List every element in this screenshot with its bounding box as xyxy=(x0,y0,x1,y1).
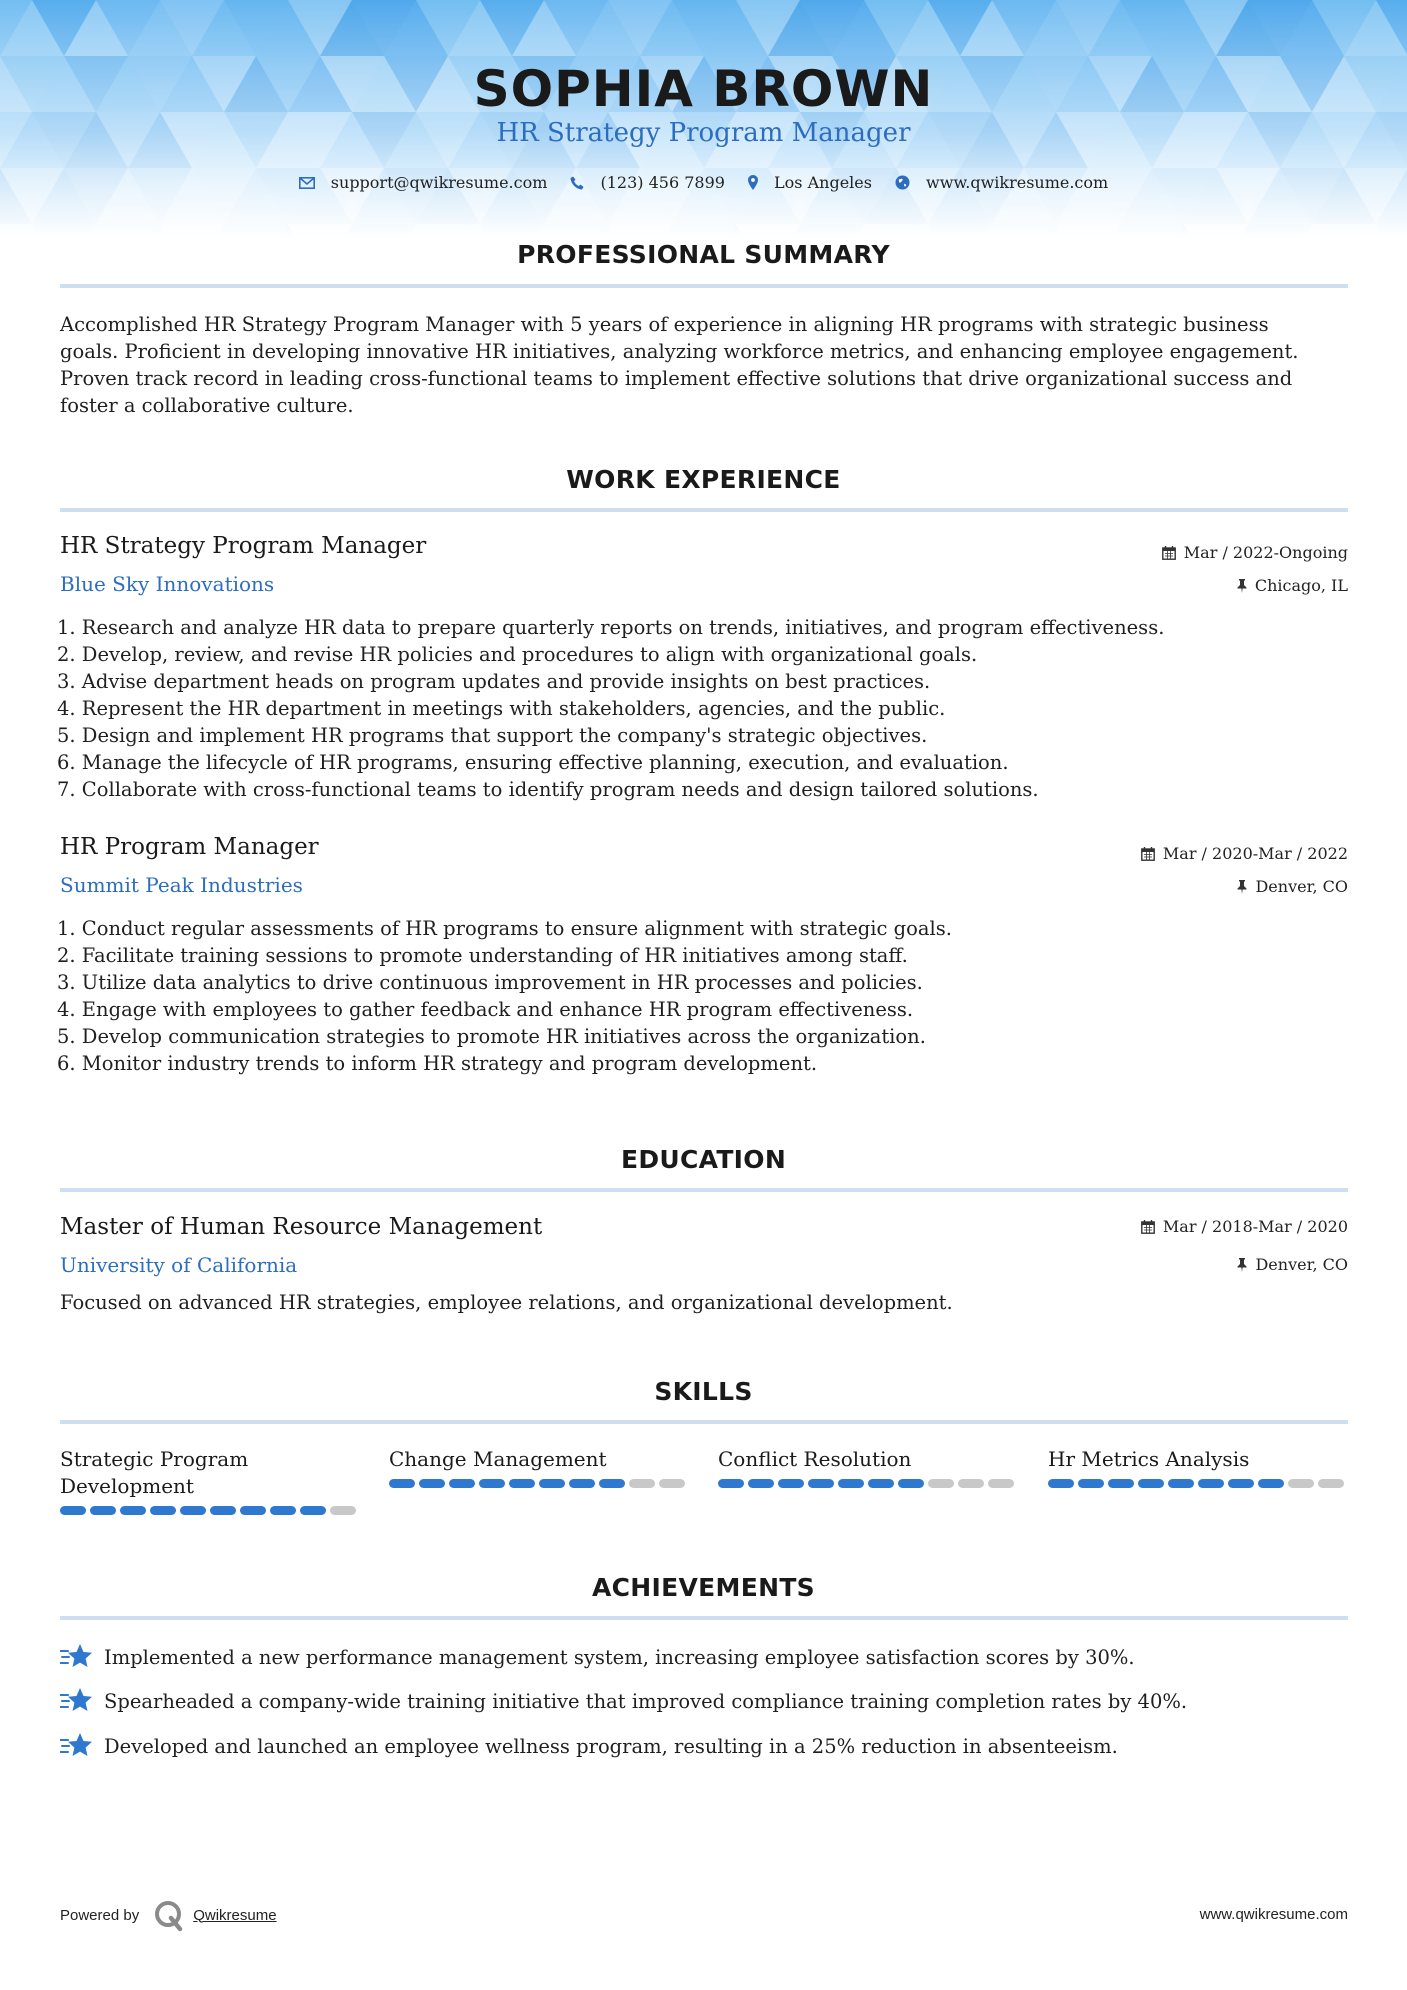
job-location-text: Denver, CO xyxy=(1255,877,1348,896)
summary-line: Accomplished HR Strategy Program Manager with 5 years of experience in aligning HR programs with strategic business xyxy=(60,313,1269,336)
school-name: University of California xyxy=(60,1253,298,1277)
job-duties xyxy=(57,614,1347,803)
skills-heading: SKILLS xyxy=(654,1377,753,1406)
skill-level-segment-filled xyxy=(898,1479,924,1488)
job-dates-text: Mar / 2022-Ongoing xyxy=(1183,543,1348,562)
job-dates xyxy=(1162,543,1348,562)
website-text: www.qwikresume.com xyxy=(926,173,1109,192)
achievements-heading: ACHIEVEMENTS xyxy=(592,1573,815,1602)
job-role: HR Strategy Program Manager xyxy=(60,533,427,559)
map-pin-icon xyxy=(748,175,758,190)
skill-level-segment-filled xyxy=(120,1506,146,1515)
job-location xyxy=(1237,877,1348,896)
skill-level-segment-filled xyxy=(1228,1479,1254,1488)
experience-heading: WORK EXPERIENCE xyxy=(566,465,841,494)
star-icon xyxy=(60,1643,92,1671)
skill-level-bar xyxy=(718,1479,1018,1488)
achievement-item xyxy=(60,1687,1187,1715)
footer-powered-by xyxy=(60,1898,277,1932)
skill-level-segment-filled xyxy=(60,1506,86,1515)
skill-name-line: Development xyxy=(60,1474,194,1498)
duty-item: 5. Design and implement HR programs that support the company's strategic objectives. xyxy=(57,724,928,747)
skill-level-segment-filled xyxy=(1108,1479,1134,1488)
duty-item: 6. Manage the lifecycle of HR programs, ensuring effective planning, execution, and evaluation. xyxy=(57,751,1009,774)
skill-name xyxy=(389,1446,689,1473)
skill-level-segment-filled xyxy=(270,1506,296,1515)
contact-bar xyxy=(0,172,1407,192)
experience-divider xyxy=(60,508,1348,512)
duty-item: 5. Develop communication strategies to promote HR initiatives across the organization. xyxy=(57,1025,926,1048)
skill-level-segment-filled xyxy=(479,1479,505,1488)
skill-level-segment-empty xyxy=(988,1479,1014,1488)
star-icon xyxy=(60,1687,92,1715)
degree-name: Master of Human Resource Management xyxy=(60,1214,543,1240)
contact-phone[interactable] xyxy=(570,173,724,192)
skill-item xyxy=(60,1446,360,1515)
skill-level-segment-empty xyxy=(629,1479,655,1488)
skill-level-segment-filled xyxy=(748,1479,774,1488)
pushpin-icon xyxy=(1237,1258,1247,1272)
skill-level-bar xyxy=(60,1506,360,1515)
skill-level-segment-empty xyxy=(659,1479,685,1488)
calendar-icon xyxy=(1141,847,1155,861)
achievement-text: Spearheaded a company-wide training initiative that improved compliance training completion rates by 40%. xyxy=(104,1689,1188,1713)
duty-item: 4. Represent the HR department in meetings with stakeholders, agencies, and the public. xyxy=(57,697,946,720)
pushpin-icon xyxy=(1237,579,1247,593)
education-location xyxy=(1237,1255,1348,1274)
footer-website[interactable]: www.qwikresume.com xyxy=(1199,1906,1348,1923)
skill-name xyxy=(1048,1446,1348,1473)
skill-name-line: Strategic Program xyxy=(60,1447,249,1471)
achievements-divider xyxy=(60,1616,1348,1620)
skill-level-segment-filled xyxy=(210,1506,236,1515)
skill-name-line: Change Management xyxy=(389,1447,607,1471)
summary-line: goals. Proficient in developing innovative HR initiatives, analyzing workforce metrics, and enhancing employee engagement. xyxy=(60,340,1299,363)
calendar-icon xyxy=(1141,1220,1155,1234)
skill-level-segment-filled xyxy=(868,1479,894,1488)
qwikresume-link[interactable]: Qwikresume xyxy=(193,1906,277,1924)
education-location-text: Denver, CO xyxy=(1255,1255,1348,1274)
duty-item: 7. Collaborate with cross-functional teams to identify program needs and design tailored solutions. xyxy=(57,778,1039,801)
education-dates xyxy=(1141,1217,1348,1236)
skill-level-segment-filled xyxy=(1138,1479,1164,1488)
skill-level-segment-filled xyxy=(90,1506,116,1515)
skill-level-segment-empty xyxy=(928,1479,954,1488)
education-dates-text: Mar / 2018-Mar / 2020 xyxy=(1162,1217,1348,1236)
achievement-item xyxy=(60,1732,1118,1760)
skill-level-segment-empty xyxy=(1288,1479,1314,1488)
skill-level-segment-filled xyxy=(838,1479,864,1488)
skill-level-segment-empty xyxy=(958,1479,984,1488)
duty-item: 3. Utilize data analytics to drive continuous improvement in HR processes and policies. xyxy=(57,971,923,994)
achievement-text: Developed and launched an employee wellness program, resulting in a 25% reduction in absenteeism. xyxy=(104,1734,1118,1758)
skill-item xyxy=(1048,1446,1348,1488)
job-company: Summit Peak Industries xyxy=(60,873,303,897)
skill-name xyxy=(718,1446,1018,1473)
skill-level-segment-empty xyxy=(330,1506,356,1515)
globe-icon xyxy=(895,175,910,190)
duty-item: 4. Engage with employees to gather feedback and enhance HR program effectiveness. xyxy=(57,998,914,1021)
job-location-text: Chicago, IL xyxy=(1254,576,1348,595)
achievement-text: Implemented a new performance management system, increasing employee satisfaction scores by 30%. xyxy=(104,1645,1135,1669)
skill-level-segment-filled xyxy=(808,1479,834,1488)
contact-email[interactable] xyxy=(299,173,548,192)
achievement-item xyxy=(60,1643,1135,1671)
contact-website[interactable] xyxy=(895,173,1108,192)
skill-name-line: Conflict Resolution xyxy=(718,1447,912,1471)
phone-icon xyxy=(570,176,584,190)
skill-item xyxy=(389,1446,689,1488)
summary-heading: PROFESSIONAL SUMMARY xyxy=(517,240,890,269)
skill-level-segment-filled xyxy=(509,1479,535,1488)
skill-level-segment-filled xyxy=(180,1506,206,1515)
duty-item: 2. Develop, review, and revise HR policies and procedures to align with organizational goals. xyxy=(57,643,978,666)
skill-level-segment-filled xyxy=(389,1479,415,1488)
summary-text xyxy=(60,311,1350,419)
skill-level-segment-filled xyxy=(240,1506,266,1515)
skill-level-segment-filled xyxy=(778,1479,804,1488)
education-divider xyxy=(60,1188,1348,1192)
skill-level-segment-filled xyxy=(569,1479,595,1488)
duty-item: 2. Facilitate training sessions to promote understanding of HR initiatives among staff. xyxy=(57,944,908,967)
summary-divider xyxy=(60,284,1348,288)
skill-level-segment-filled xyxy=(1078,1479,1104,1488)
skill-level-segment-filled xyxy=(419,1479,445,1488)
duty-item: 3. Advise department heads on program updates and provide insights on best practices. xyxy=(57,670,931,693)
job-location xyxy=(1237,576,1348,595)
skill-level-segment-filled xyxy=(539,1479,565,1488)
calendar-icon xyxy=(1162,546,1176,560)
envelope-icon xyxy=(299,177,315,189)
candidate-name: SOPHIA BROWN xyxy=(473,60,934,118)
skill-name xyxy=(60,1446,360,1500)
skills-divider xyxy=(60,1420,1348,1424)
skill-level-segment-filled xyxy=(1168,1479,1194,1488)
skill-level-segment-filled xyxy=(599,1479,625,1488)
education-heading: EDUCATION xyxy=(620,1145,787,1174)
skill-level-segment-filled xyxy=(300,1506,326,1515)
location-text: Los Angeles xyxy=(774,173,872,192)
pushpin-icon xyxy=(1237,880,1247,894)
skill-level-segment-filled xyxy=(718,1479,744,1488)
summary-line: Proven track record in leading cross-functional teams to implement effective solutions that drive organizational success and xyxy=(60,367,1293,390)
job-duties xyxy=(57,915,1347,1077)
summary-line: foster a collaborative culture. xyxy=(60,394,354,417)
duty-item: 1. Conduct regular assessments of HR programs to ensure alignment with strategic goals. xyxy=(57,917,952,940)
email-text: support@qwikresume.com xyxy=(330,173,548,192)
skill-name-line: Hr Metrics Analysis xyxy=(1048,1447,1250,1471)
candidate-title: HR Strategy Program Manager xyxy=(496,118,911,148)
duty-item: 1. Research and analyze HR data to prepare quarterly reports on trends, initiatives, and program effectiveness. xyxy=(57,616,1165,639)
education-description: Focused on advanced HR strategies, employee relations, and organizational development. xyxy=(60,1291,953,1314)
skill-level-segment-filled xyxy=(449,1479,475,1488)
skill-level-segment-empty xyxy=(1318,1479,1344,1488)
job-company: Blue Sky Innovations xyxy=(60,572,275,596)
phone-text: (123) 456 7899 xyxy=(600,173,725,192)
job-role: HR Program Manager xyxy=(60,834,319,860)
skill-level-segment-filled xyxy=(150,1506,176,1515)
skill-level-bar xyxy=(1048,1479,1348,1488)
star-icon xyxy=(60,1732,92,1760)
contact-location xyxy=(748,173,872,192)
skill-level-bar xyxy=(389,1479,689,1488)
skill-level-segment-filled xyxy=(1258,1479,1284,1488)
job-dates xyxy=(1141,844,1348,863)
qwikresume-logo-icon xyxy=(151,1898,187,1932)
skill-level-segment-filled xyxy=(1048,1479,1074,1488)
powered-by-label: Powered by xyxy=(60,1906,140,1924)
job-dates-text: Mar / 2020-Mar / 2022 xyxy=(1162,844,1348,863)
skill-level-segment-filled xyxy=(1198,1479,1224,1488)
skill-item xyxy=(718,1446,1018,1488)
duty-item: 6. Monitor industry trends to inform HR strategy and program development. xyxy=(57,1052,818,1075)
